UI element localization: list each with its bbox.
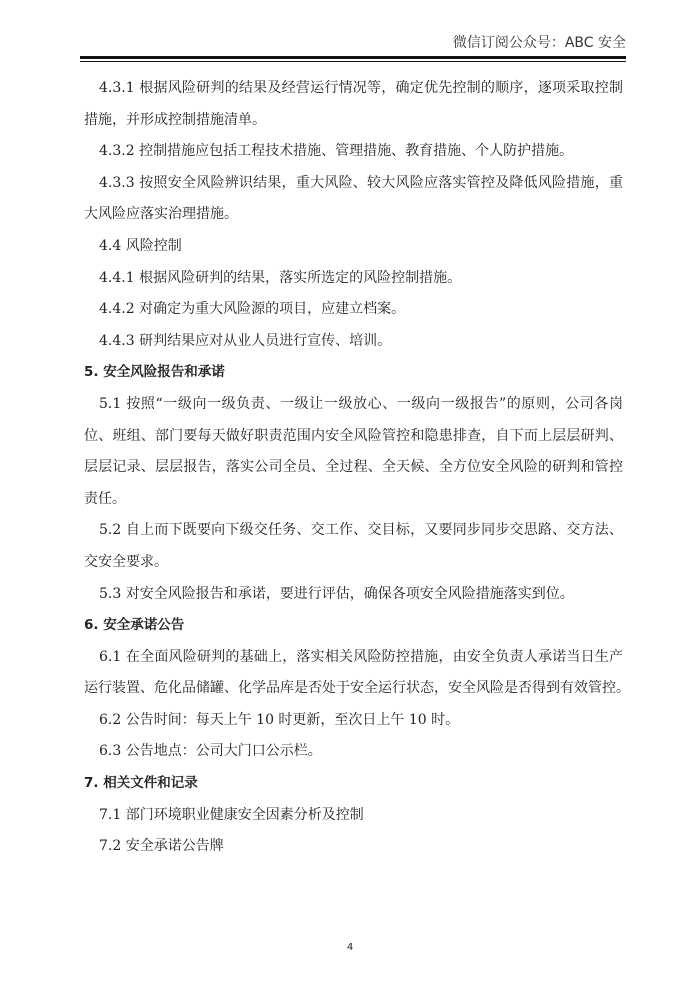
paragraph xyxy=(84,75,623,138)
paragraph xyxy=(84,296,623,328)
text-line: 5.3 对安全风险报告和承诺，要进行评估，确保各项安全风险措施落实到位。 xyxy=(99,585,574,602)
section-heading xyxy=(84,359,623,391)
paragraph xyxy=(84,644,630,707)
paragraph xyxy=(84,170,623,233)
document-body xyxy=(84,75,630,865)
paragraph xyxy=(84,738,623,770)
text-line: 4.4 风险控制 xyxy=(99,237,182,254)
text-line: 7.2 安全承诺公告牌 xyxy=(99,838,224,855)
text-line: 4.3.2 控制措施应包括工程技术措施、管理措施、教育措施、个人防护措施。 xyxy=(99,143,574,160)
paragraph xyxy=(84,581,623,613)
paragraph xyxy=(84,833,623,865)
text-line: 4.4.3 研判结果应对从业人员进行宣传、培训。 xyxy=(99,332,392,349)
text-line: 5. 安全风险报告和承诺 xyxy=(84,364,225,381)
page-number: 4 xyxy=(346,942,354,953)
text-line: 6.3 公告地点：公司大门口公示栏。 xyxy=(99,743,322,760)
section-heading xyxy=(84,770,623,802)
paragraph xyxy=(84,138,623,170)
text-line: 6. 安全承诺公告 xyxy=(84,617,185,634)
header-divider xyxy=(80,56,626,62)
paragraph xyxy=(84,707,623,739)
section-heading xyxy=(84,612,623,644)
text-line: 6.2 公告时间：每天上午 10 时更新，至次日上午 10 时。 xyxy=(99,711,460,728)
paragraph xyxy=(84,391,623,517)
text-line: 4.3.3 按照安全风险辨识结果，重大风险、较大风险应落实管控及降低风险措施，重 xyxy=(99,174,623,191)
text-line: 4.4.2 对确定为重大风险源的项目，应建立档案。 xyxy=(99,301,406,318)
text-line: 层层记录、层层报告，落实公司全员、全过程、全天候、全方位安全风险的研判和管控 xyxy=(84,459,623,476)
text-line: 5.1 按照“一级向一级负责、一级让一级放心、一级向一级报告”的原则，公司各岗 xyxy=(99,395,623,412)
text-line: 6.1 在全面风险研判的基础上，落实相关风险防控措施，由安全负责人承诺当日生产 xyxy=(99,648,623,665)
paragraph xyxy=(84,802,623,834)
paragraph xyxy=(84,265,623,297)
text-line: 5.2 自上而下既要向下级交任务、交工作、交目标，又要同步同步交思路、交方法、 xyxy=(99,522,623,539)
text-line: 4.3.1 根据风险研判的结果及经营运行情况等，确定优先控制的顺序，逐项采取控制 xyxy=(99,80,623,96)
paragraph xyxy=(84,517,623,580)
text-line: 位、班组、部门要每天做好职责范围内安全风险管控和隐患排查，自下而上层层研判、 xyxy=(84,427,623,444)
paragraph xyxy=(84,233,623,265)
page-header: 微信订阅公众号：ABC 安全 xyxy=(452,35,626,51)
text-line: 7. 相关文件和记录 xyxy=(84,775,198,792)
text-line: 运行装置、危化品储罐、化学品库是否处于安全运行状态，安全风险是否得到有效管控。 xyxy=(84,680,630,697)
text-line: 责任。 xyxy=(84,490,126,507)
text-line: 措施，并形成控制措施清单。 xyxy=(84,111,266,128)
text-line: 4.4.1 根据风险研判的结果，落实所选定的风险控制措施。 xyxy=(99,269,462,286)
text-line: 7.1 部门环境职业健康安全因素分析及控制 xyxy=(99,806,364,823)
text-line: 大风险应落实治理措施。 xyxy=(84,206,238,223)
text-line: 交安全要求。 xyxy=(84,553,168,570)
paragraph xyxy=(84,328,623,360)
